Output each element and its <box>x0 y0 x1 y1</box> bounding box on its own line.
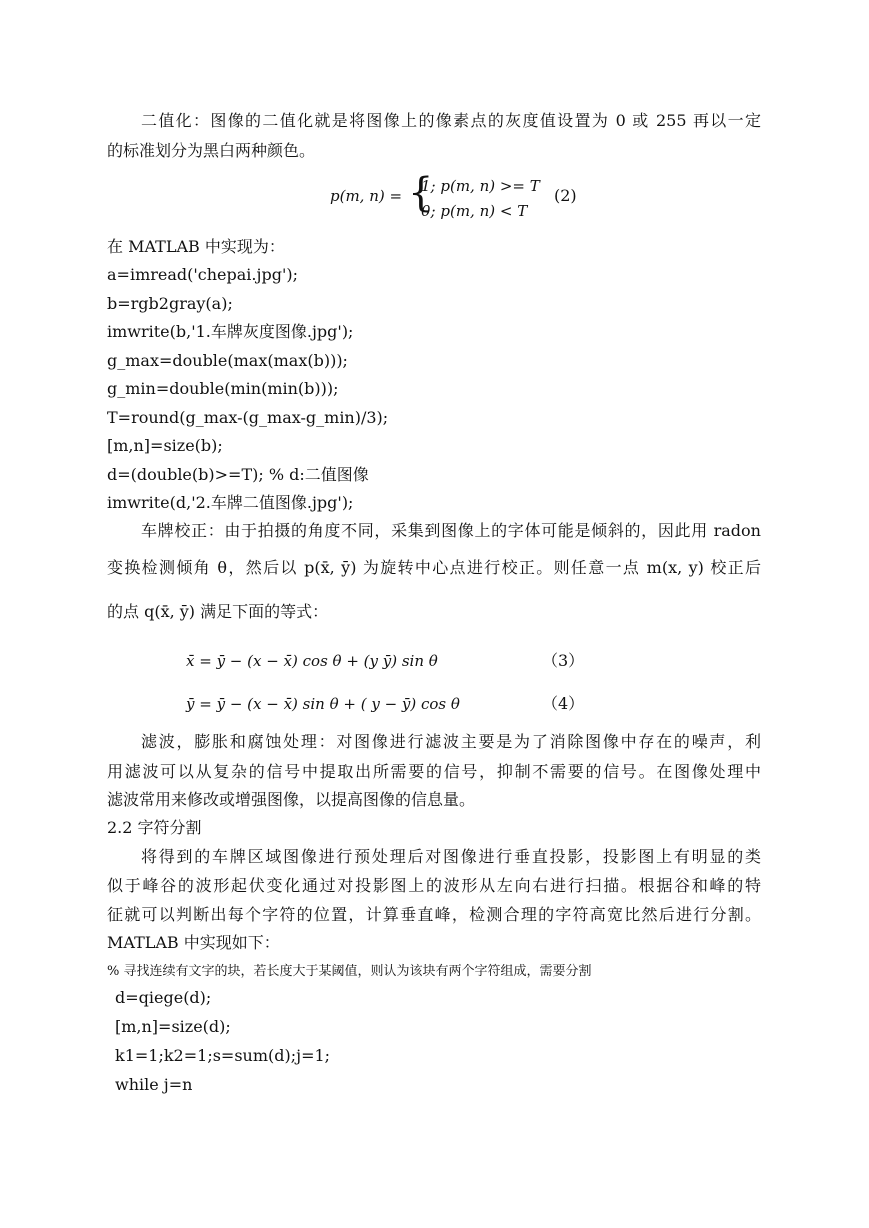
code-line: k1=1;k2=1;s=sum(d);j=1; <box>115 1046 331 1065</box>
code-line: a=imread('chepai.jpg'); <box>107 265 298 284</box>
code-line: while j=n <box>115 1075 193 1094</box>
filter-paragraph-line-1: 滤波，膨胀和腐蚀处理：对图像进行滤波主要是为了消除图像中存在的噪声，利 <box>141 732 761 751</box>
equation-4-body: ȳ = ȳ − (x − x̄) sin θ + ( y − ȳ) cos θ <box>186 695 460 713</box>
section-heading: 2.2 字符分割 <box>107 818 202 837</box>
equation-3-body: x̄ = ȳ − (x − x̄) cos θ + (y ȳ) sin θ <box>186 652 438 670</box>
binarize-paragraph-line-2: 的标准划分为黑白两种颜色。 <box>107 141 316 160</box>
equation-4-number: （4） <box>542 694 585 713</box>
correction-paragraph-line-1: 车牌校正：由于拍摄的角度不同，采集到图像上的字体可能是倾斜的，因此用 radon <box>141 521 761 540</box>
equation-2-lhs: p(m, n) = <box>330 187 403 205</box>
equation-2-case-1: 1; p(m, n) >= T <box>421 177 540 195</box>
segment-paragraph-line-2: 似于峰谷的波形起伏变化通过对投影图上的波形从左向右进行扫描。根据谷和峰的特 <box>107 876 761 895</box>
binarize-paragraph-line-1: 二值化：图像的二值化就是将图像上的像素点的灰度值设置为 0 或 255 再以一定 <box>141 111 761 130</box>
equation-3-number: （3） <box>542 651 585 670</box>
code-line: d=(double(b)>=T); % d:二值图像 <box>107 465 369 484</box>
segment-paragraph-line-1: 将得到的车牌区域图像进行预处理后对图像进行垂直投影，投影图上有明显的类 <box>141 847 761 866</box>
code-line: g_min=double(min(min(b))); <box>107 379 339 398</box>
code-line: b=rgb2gray(a); <box>107 294 233 313</box>
correction-paragraph-line-2: 变换检测倾角 θ，然后以 p(x̄, ȳ) 为旋转中心点进行校正。则任意一点 m(x, y) 校正后 <box>107 558 761 577</box>
code-line: g_max=double(max(max(b))); <box>107 351 348 370</box>
code-line: imwrite(b,'1.车牌灰度图像.jpg'); <box>107 322 354 341</box>
equation-2-brace: { <box>408 170 434 216</box>
filter-paragraph-line-2: 用滤波可以从复杂的信号中提取出所需要的信号，抑制不需要的信号。在图像处理中 <box>107 762 761 781</box>
equation-2-number: (2) <box>554 186 577 205</box>
code-intro: 在 MATLAB 中实现为： <box>107 237 285 256</box>
equation-2-case-2: 0; p(m, n) < T <box>421 202 528 220</box>
correction-paragraph-line-3: 的点 q(x̄, ȳ) 满足下面的等式： <box>107 602 329 621</box>
filter-paragraph-line-3: 滤波常用来修改或增强图像，以提高图像的信息量。 <box>107 790 476 809</box>
segment-paragraph-line-3: 征就可以判断出每个字符的位置，计算垂直峰，检测合理的字符高宽比然后进行分割。 <box>107 905 761 924</box>
code-line: [m,n]=size(d); <box>115 1017 231 1036</box>
segment-paragraph-line-4: MATLAB 中实现如下： <box>107 933 280 952</box>
code-line: imwrite(d,'2.车牌二值图像.jpg'); <box>107 493 354 512</box>
code-line: T=round(g_max-(g_max-g_min)/3); <box>107 408 389 427</box>
code-line: [m,n]=size(b); <box>107 436 223 455</box>
code-line: d=qiege(d); <box>115 988 212 1007</box>
code-comment: % 寻找连续有文字的块，若长度大于某阈值，则认为该块有两个字符组成，需要分割 <box>107 964 592 979</box>
